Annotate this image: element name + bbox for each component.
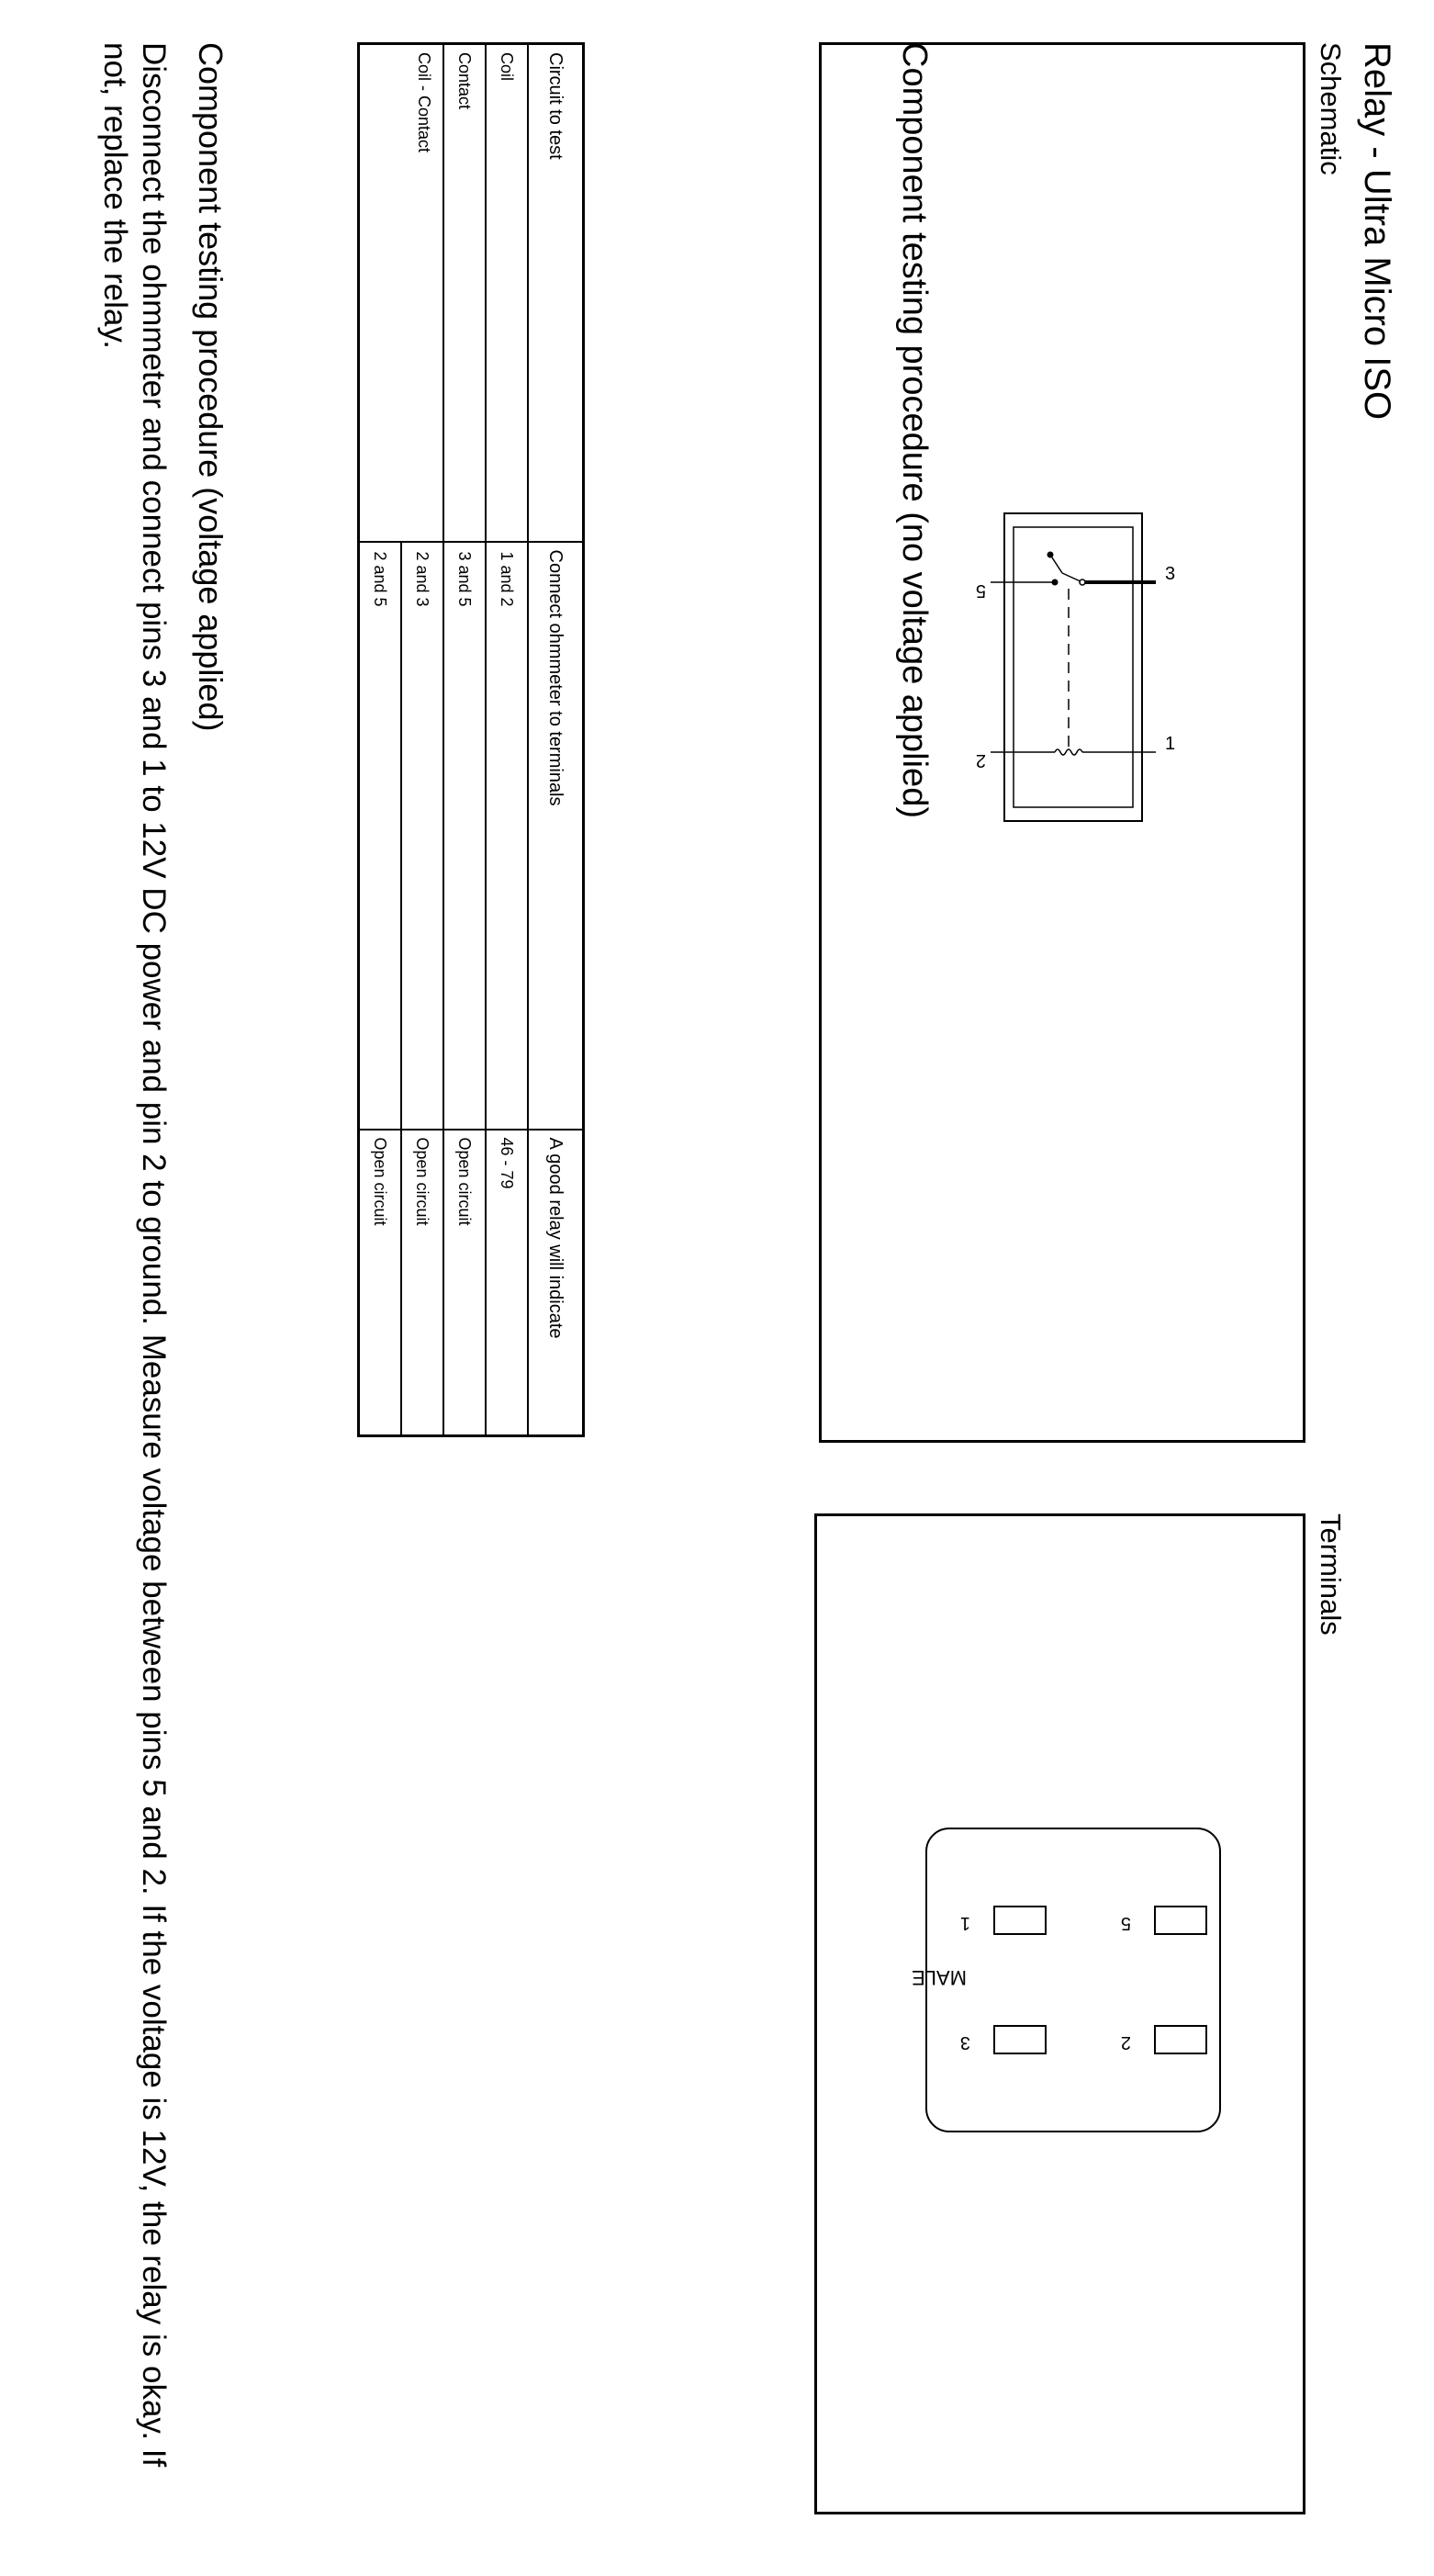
connector-gender-label: MALE (912, 1966, 967, 1989)
table-row (486, 44, 528, 1436)
terminals-label: Terminals (1315, 1513, 1347, 1636)
table-header-row (528, 44, 584, 1436)
voltage-test-instructions: Disconnect the ohmmeter and connect pins 3 and 1 to 12V DC power and pin 2 to ground. Measure voltage between pins 5 and 2. If the voltage is 12V, the relay is okay. If not, replace the relay. (97, 42, 172, 2468)
result-cell: Open circuit (401, 1130, 443, 1436)
connector-face-diagram (812, 1516, 1303, 2517)
circuit-cell: Coil - Contact (359, 44, 444, 542)
result-cell: Open circuit (443, 1130, 486, 1436)
table-row (443, 44, 486, 1436)
schematic-pin-1: 1 (1165, 734, 1176, 754)
column-header-terminals: Connect ohmmeter to terminals (528, 542, 584, 1130)
schematic-pin-5: 5 (975, 580, 986, 601)
relay-outer-frame (1004, 513, 1142, 821)
terminal-pin-3: 3 (959, 2032, 970, 2053)
schematic-pin-3: 3 (1165, 564, 1176, 584)
result-cell: 46 - 79 (486, 1130, 528, 1436)
schematic-label: Schematic (1315, 42, 1347, 175)
terminals-cell: 2 and 5 (359, 542, 402, 1130)
page-title: Relay - Ultra Micro ISO (1357, 42, 1397, 421)
terminal-slot-3 (994, 2026, 1046, 2053)
terminal-slot-2 (1155, 2026, 1206, 2053)
column-header-circuit: Circuit to test (528, 44, 584, 542)
terminal-pin-1: 1 (959, 1913, 970, 1933)
terminal-pin-5: 5 (1120, 1913, 1131, 1933)
terminals-cell: 3 and 5 (443, 542, 486, 1130)
schematic-panel (819, 42, 1305, 1443)
schematic-pin-2: 2 (975, 750, 986, 771)
terminal-slot-1 (994, 1907, 1046, 1934)
terminals-cell: 1 and 2 (486, 542, 528, 1130)
circuit-cell: Contact (443, 44, 486, 542)
circuit-cell: Coil (486, 44, 528, 542)
terminals-panel (814, 1513, 1305, 2514)
column-header-result: A good relay will indicate (528, 1130, 584, 1436)
terminal-leads (991, 582, 1156, 752)
voltage-test-heading: Component testing procedure (voltage applied) (192, 42, 230, 732)
terminal-slot-5 (1155, 1907, 1206, 1934)
terminals-cell: 2 and 3 (401, 542, 443, 1130)
no-voltage-test-table (357, 42, 585, 1437)
connector-housing (926, 1828, 1220, 2132)
result-cell: Open circuit (371, 1137, 390, 1226)
relay-switch-contact (1047, 552, 1085, 585)
no-voltage-test-heading: Component testing procedure (no voltage applied) (895, 42, 934, 818)
table-row (401, 44, 443, 1436)
terminal-pin-2: 2 (1120, 2032, 1131, 2053)
relay-schematic-diagram (816, 45, 1303, 1445)
